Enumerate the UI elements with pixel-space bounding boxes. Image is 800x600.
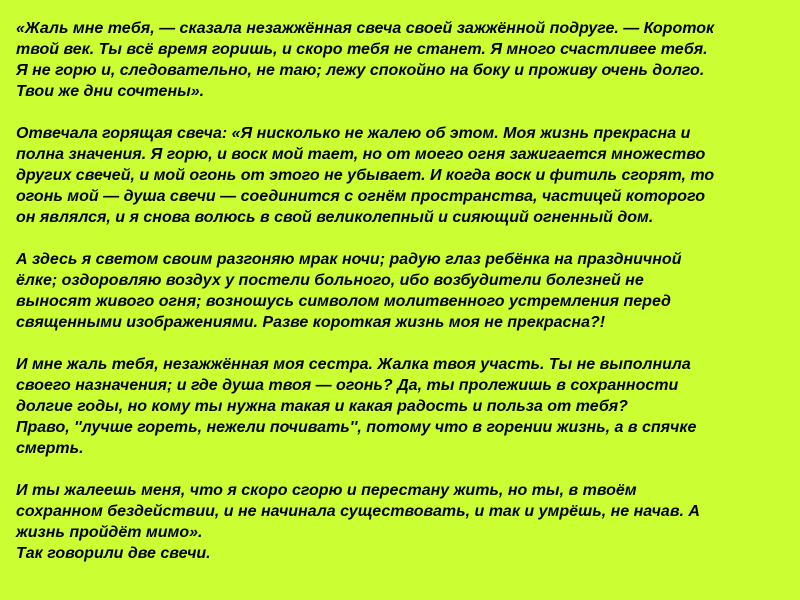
paragraph-unlit-candle: «Жаль мне тебя, — сказала незажжённая свеча своей зажжённой подруге. — Короток твой век. Ты всё время горишь, и скоро тебя не станет. Я много счастливее тебя. Я не горю и, следовательно, не таю; лежу спокойно на боку и проживу очень долго. Твои же дни сочтены». — [16, 20, 715, 100]
paragraph-pity-sister: И мне жаль тебя, незажжённая моя сестра. Жалка твоя участь. Ты не выполнила своего назначения; и где душа твоя — огонь? Да, ты пролежишь в сохранности долгие годы, но кому ты нужна такая и какая радость и польза от тебя? Право, ''лучше гореть, нежели почивать'', потому что в горении жизнь, а в спячке смерть. — [16, 356, 697, 457]
parable-text — [16, 18, 788, 564]
paragraph-light-purpose: А здесь я светом своим разгоняю мрак ночи; радую глаз ребёнка на праздничной ёлке; оздоровляю воздух у постели больного, ибо возбудители болезней не выносят живого огня; возношусь символом молитвенного устремления перед священными изображениями. Разве короткая жизнь моя не прекрасна?! — [16, 251, 682, 331]
paragraph-burning-candle-reply: Отвечала горящая свеча: «Я нисколько не жалею об этом. Моя жизнь прекрасна и полна значения. Я горю, и воск мой тает, но от моего огня зажигается множество других свечей, и мой огонь от этого не убывает. И когда воск и фитиль сгорят, то огонь мой — душа свечи — соединится с огнём пространства, частицей которого он являлся, и я снова волюсь в свой великолепный и сияющий огненный дом. — [16, 125, 715, 226]
paragraph-conclusion: И ты жалеешь меня, что я скоро сгорю и перестану жить, но ты, в твоём сохранном бездействии, и не начинала существовать, и так и умрёшь, не начав. А жизнь пройдёт мимо». Так говорили две свечи. — [16, 482, 700, 562]
